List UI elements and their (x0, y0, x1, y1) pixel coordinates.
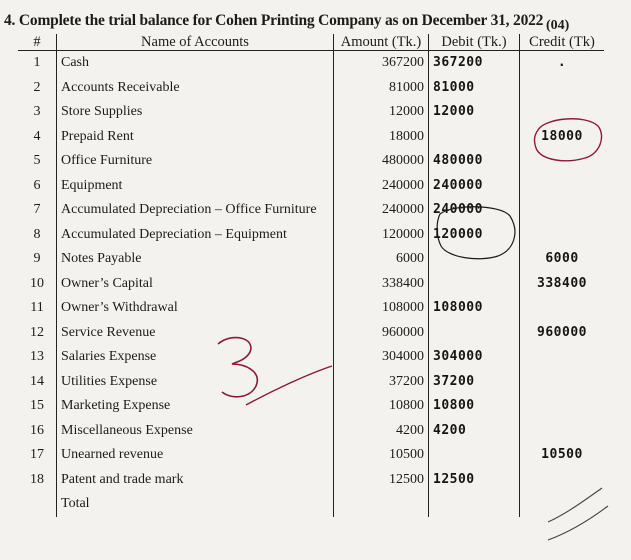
amount-value: 18000 (334, 125, 429, 150)
credit-value (520, 394, 605, 419)
header-amount: Amount (Tk.) (334, 34, 429, 51)
credit-value (520, 272, 605, 297)
credit-value-handwritten: 18000 (541, 128, 583, 144)
table-body (18, 51, 604, 517)
account-name: Equipment (57, 174, 334, 199)
table-row (18, 272, 604, 297)
credit-value (520, 51, 605, 76)
credit-value (520, 198, 605, 223)
debit-value (429, 443, 520, 468)
row-number: 2 (18, 76, 57, 101)
amount-value: 81000 (334, 76, 429, 101)
amount-value: 240000 (334, 198, 429, 223)
credit-value-handwritten: 960000 (537, 324, 587, 340)
credit-value (520, 492, 605, 517)
header-row (18, 34, 604, 51)
row-number: 9 (18, 247, 57, 272)
row-number: 16 (18, 419, 57, 444)
amount-value (334, 492, 429, 517)
account-name: Miscellaneous Expense (57, 419, 334, 444)
row-number (18, 492, 57, 517)
debit-value-handwritten: 480000 (433, 153, 483, 169)
credit-value-handwritten: 338400 (537, 275, 587, 291)
debit-value (429, 51, 520, 76)
credit-value (520, 223, 605, 248)
credit-value (520, 76, 605, 101)
account-name: Owner’s Withdrawal (57, 296, 334, 321)
debit-value (429, 76, 520, 101)
debit-value-handwritten: 240000 (433, 202, 483, 218)
debit-value-handwritten: 37200 (433, 373, 475, 389)
row-number: 17 (18, 443, 57, 468)
credit-value (520, 100, 605, 125)
debit-value (429, 149, 520, 174)
debit-value-handwritten: 108000 (433, 300, 483, 316)
row-number: 4 (18, 125, 57, 150)
debit-value-handwritten: 304000 (433, 349, 483, 365)
amount-value: 37200 (334, 370, 429, 395)
row-number: 18 (18, 468, 57, 493)
amount-value: 10500 (334, 443, 429, 468)
row-number: 1 (18, 51, 57, 76)
amount-value: 960000 (334, 321, 429, 346)
account-name: Accounts Receivable (57, 76, 334, 101)
account-name: Service Revenue (57, 321, 334, 346)
credit-value-handwritten: 10500 (541, 447, 583, 463)
trial-balance-table (18, 34, 604, 517)
amount-value: 480000 (334, 149, 429, 174)
table-row (18, 370, 604, 395)
table-row (18, 492, 604, 517)
account-name: Unearned revenue (57, 443, 334, 468)
table-row (18, 125, 604, 150)
credit-value (520, 443, 605, 468)
amount-value: 367200 (334, 51, 429, 76)
credit-value (520, 125, 605, 150)
table-row (18, 247, 604, 272)
question-title: 4. Complete the trial balance for Cohen Printing Company as on December 31, 2022 (4, 12, 544, 29)
debit-value (429, 125, 520, 150)
account-name: Office Furniture (57, 149, 334, 174)
account-name: Marketing Expense (57, 394, 334, 419)
amount-value: 108000 (334, 296, 429, 321)
credit-value-handwritten: 6000 (545, 251, 579, 267)
credit-value (520, 345, 605, 370)
row-number: 15 (18, 394, 57, 419)
table-row (18, 51, 604, 76)
amount-value: 12000 (334, 100, 429, 125)
credit-value (520, 296, 605, 321)
debit-value (429, 419, 520, 444)
row-number: 3 (18, 100, 57, 125)
account-name: Accumulated Depreciation – Equipment (57, 223, 334, 248)
table-row (18, 394, 604, 419)
debit-value (429, 394, 520, 419)
account-name: Prepaid Rent (57, 125, 334, 150)
debit-value (429, 272, 520, 297)
table-row (18, 149, 604, 174)
credit-value (520, 321, 605, 346)
table-row (18, 468, 604, 493)
table-row (18, 198, 604, 223)
credit-value (520, 370, 605, 395)
table-row (18, 345, 604, 370)
credit-value (520, 419, 605, 444)
debit-value (429, 468, 520, 493)
amount-value: 240000 (334, 174, 429, 199)
table-row (18, 174, 604, 199)
credit-value (520, 174, 605, 199)
account-name: Patent and trade mark (57, 468, 334, 493)
account-name: Notes Payable (57, 247, 334, 272)
table-row (18, 419, 604, 444)
debit-value (429, 223, 520, 248)
credit-value-handwritten: . (557, 55, 567, 71)
row-number: 12 (18, 321, 57, 346)
row-number: 5 (18, 149, 57, 174)
debit-value-handwritten: 120000 (433, 226, 483, 242)
header-credit: Credit (Tk) (520, 34, 605, 51)
amount-value: 338400 (334, 272, 429, 297)
debit-value (429, 370, 520, 395)
row-number: 11 (18, 296, 57, 321)
header-name: Name of Accounts (57, 34, 334, 51)
credit-value (520, 468, 605, 493)
account-name: Store Supplies (57, 100, 334, 125)
row-number: 13 (18, 345, 57, 370)
amount-value: 10800 (334, 394, 429, 419)
debit-value-handwritten: 10800 (433, 398, 475, 414)
account-name: Salaries Expense (57, 345, 334, 370)
debit-value (429, 247, 520, 272)
debit-value-handwritten: 12000 (433, 104, 475, 120)
header-no: # (18, 34, 57, 51)
row-number: 8 (18, 223, 57, 248)
debit-value (429, 321, 520, 346)
table-row (18, 223, 604, 248)
row-number: 14 (18, 370, 57, 395)
credit-value (520, 247, 605, 272)
table-row (18, 296, 604, 321)
table-row (18, 321, 604, 346)
debit-value-handwritten: 367200 (433, 55, 483, 71)
header-debit: Debit (Tk.) (429, 34, 520, 51)
debit-value-handwritten: 12500 (433, 471, 475, 487)
account-name: Owner’s Capital (57, 272, 334, 297)
debit-value (429, 492, 520, 517)
debit-value (429, 198, 520, 223)
account-name: Utilities Expense (57, 370, 334, 395)
account-name: Total (57, 492, 334, 517)
debit-value (429, 174, 520, 199)
amount-value: 12500 (334, 468, 429, 493)
table-row (18, 443, 604, 468)
debit-value (429, 296, 520, 321)
row-number: 7 (18, 198, 57, 223)
debit-value (429, 100, 520, 125)
debit-value (429, 345, 520, 370)
debit-value-handwritten: 240000 (433, 177, 483, 193)
amount-value: 4200 (334, 419, 429, 444)
account-name: Accumulated Depreciation – Office Furniture (57, 198, 334, 223)
table-row (18, 76, 604, 101)
row-number: 6 (18, 174, 57, 199)
debit-value-handwritten: 4200 (433, 422, 467, 438)
credit-value (520, 149, 605, 174)
debit-value-handwritten: 81000 (433, 79, 475, 95)
question-marks: (04) (546, 18, 570, 33)
row-number: 10 (18, 272, 57, 297)
amount-value: 304000 (334, 345, 429, 370)
table-row (18, 100, 604, 125)
account-name: Cash (57, 51, 334, 76)
amount-value: 120000 (334, 223, 429, 248)
amount-value: 6000 (334, 247, 429, 272)
